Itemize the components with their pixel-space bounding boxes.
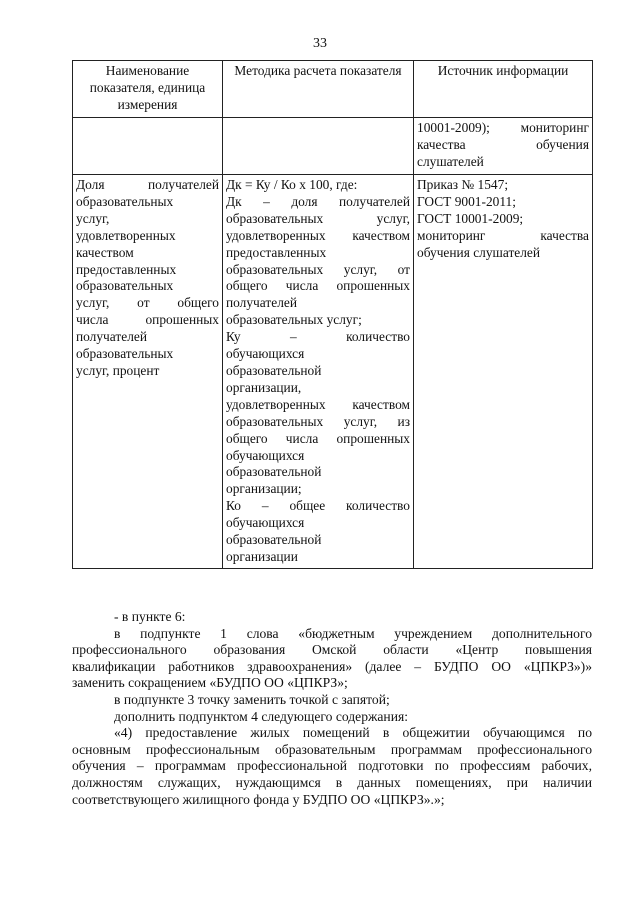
body-line: заменить сокращением «БУДПО ОО «ЦПКРЗ»; [72,675,348,691]
method-line: удовлетворенных качеством [226,396,410,412]
method-line: обучающихся [226,346,305,362]
indicator-name-line: предоставленных [76,261,177,277]
method-line: образовательных услуг, из [226,413,410,429]
method-line: образовательных услуг, от [226,261,410,277]
body-line: в подпункте 1 слова «бюджетным учреждением дополнительного [114,625,592,641]
method-line: образовательной [226,362,322,378]
source-line: Приказ № 1547; [417,177,509,192]
method-line: Дк = Ку / Ко x 100, где: [226,177,358,192]
method-line: общего числа опрошенных [226,430,410,446]
method-line: Ко – общее количество [226,498,410,514]
indicator-name-line: Доля получателей [76,177,219,192]
indicator-name-cell [73,175,223,569]
body-line: в подпункте 3 точку заменить точкой с запятой; [114,691,390,707]
method-line: обучающихся [226,515,305,531]
table-header-row [73,61,593,118]
amendment-text [72,609,592,808]
method-line: обучающихся [226,447,305,463]
method-line: удовлетворенных качеством [226,227,410,243]
body-line: обучения – программам профессиональной подготовки по профессиям рабочих, [72,758,592,774]
table-row [73,175,593,569]
indicator-name-line: удовлетворенных [76,227,176,243]
body-line: - в пункте 6: [114,609,186,624]
body-line: квалификации работников здравоохранения» (далее – БУДПО ОО «ЦПКРЗ»)» [72,658,592,674]
method-line: предоставленных [226,244,327,260]
indicator-name-line: услуг, [76,210,110,226]
method-line: организации, [226,379,302,395]
indicator-name-line: услуг, от общего [76,295,219,311]
method-line: организации; [226,481,302,497]
method-line: образовательной [226,532,322,548]
source-line: ГОСТ 9001-2011; [417,193,516,209]
indicators-table [72,60,593,569]
continuation-name-cell [73,118,223,175]
body-line: соответствующего жилищного фонда у БУДПО ОО «ЦПКРЗ».»; [72,791,445,807]
body-line: должностям служащих, нуждающимся в данных помещениях, при наличии [72,774,592,790]
table-row-continuation [73,118,593,175]
indicator-name-line: услуг, процент [76,362,160,378]
source-line: качества обучения [417,136,589,152]
method-line: организации [226,548,298,564]
method-line: Дк – доля получателей [226,193,410,209]
header-information-source: Источник информации [414,61,593,118]
source-line: ГОСТ 10001-2009; [417,210,524,226]
indicator-name-line: качеством [76,244,134,260]
indicator-name-line: получателей [76,329,147,345]
source-line: обучения слушателей [417,244,541,260]
header-indicator-name: Наименование показателя, единица измерения [73,61,223,118]
source-line: 10001-2009); мониторинг [417,120,589,135]
indicator-name-line: образовательных [76,193,174,209]
indicator-name-line: образовательных [76,278,174,294]
indicator-name-line: числа опрошенных [76,312,219,328]
source-line: мониторинг качества [417,227,589,243]
continuation-source-cell [414,118,593,175]
page-number: 33 [313,36,327,51]
header-calculation-method: Методика расчета показателя [223,61,414,118]
method-line: образовательной [226,464,322,480]
body-line: профессионального образования Омской области «Центр повышения [72,642,592,658]
method-line: общего числа опрошенных [226,278,410,294]
method-line: Ку – количество [226,329,410,345]
source-line: слушателей [417,153,484,169]
continuation-method-cell [223,118,414,175]
body-line: дополнить подпунктом 4 следующего содержания: [114,708,409,724]
body-line: основным профессиональным образовательным программам профессионального [72,741,592,757]
method-line: образовательных услуг; [226,312,362,328]
body-line: «4) предоставление жилых помещений в общежитии обучающимся по [114,725,592,741]
indicator-name-line: образовательных [76,346,174,362]
method-line: образовательных услуг, [226,210,410,226]
method-line: получателей [226,295,297,311]
information-source-cell [414,175,593,569]
calculation-method-cell [223,175,414,569]
